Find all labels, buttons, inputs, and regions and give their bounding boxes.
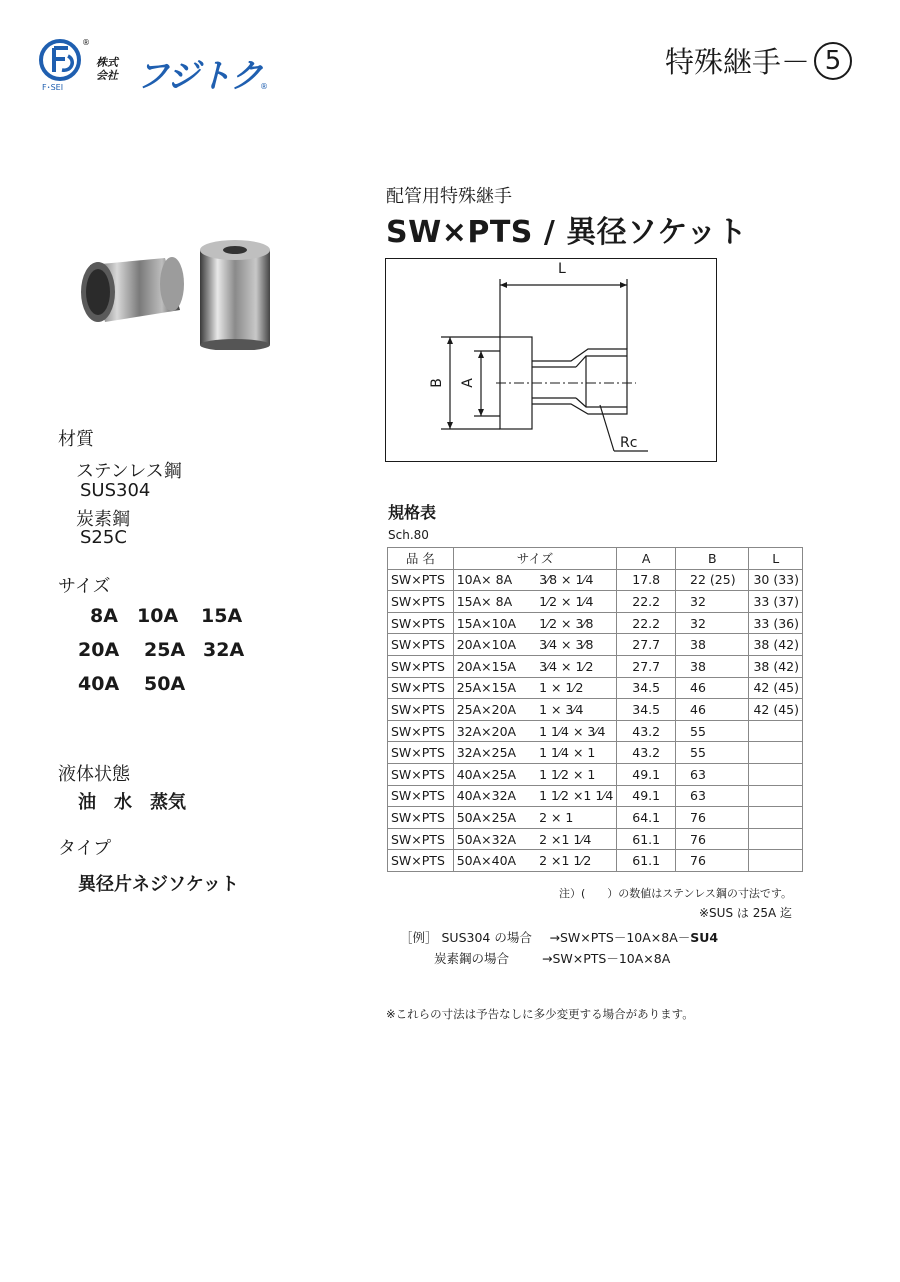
dim-label-B: B [428, 378, 445, 388]
table-row [388, 634, 803, 656]
note-sus-limit: ※SUS は 25A 迄 [699, 906, 792, 920]
cell-size-mm: 32A×20A [453, 720, 529, 742]
size-label: サイズ [58, 576, 111, 597]
cell-size-mm: 25A×15A [453, 677, 529, 699]
cell-name: SW×PTS [388, 655, 454, 677]
cell-b: 76 [676, 807, 749, 829]
cell-size-inch: 1 1⁄4 × 3⁄4 [529, 720, 617, 742]
fitting-drawing [386, 259, 716, 461]
table-row [388, 677, 803, 699]
cell-name: SW×PTS [388, 591, 454, 613]
example-bracket: ［例］ [400, 930, 438, 945]
cell-size-mm: 32A×25A [453, 742, 529, 764]
cell-l: 42 (45) [749, 677, 803, 699]
cell-l [749, 720, 803, 742]
cell-b: 76 [676, 828, 749, 850]
cell-a: 22.2 [617, 591, 676, 613]
cell-a: 61.1 [617, 828, 676, 850]
table-row [388, 742, 803, 764]
material-2: 炭素鋼 [76, 509, 130, 530]
cell-size-mm: 15A× 8A [453, 591, 529, 613]
cell-l [749, 850, 803, 872]
cell-name: SW×PTS [388, 850, 454, 872]
logo-mark-icon [38, 38, 86, 86]
cell-size-inch: 3⁄4 × 3⁄8 [529, 634, 617, 656]
logo-name: フジトク [136, 56, 263, 95]
product-title: SW×PTS / 異径ソケット [386, 215, 748, 250]
cell-b: 63 [676, 763, 749, 785]
type-value: 異径片ネジソケット [78, 874, 239, 895]
cell-size-mm: 20A×10A [453, 634, 529, 656]
material-label: 材質 [58, 429, 94, 450]
cell-size-inch: 3⁄8 × 1⁄4 [529, 569, 617, 591]
table-row [388, 699, 803, 721]
size-item: 10A [137, 605, 179, 627]
cell-size-inch: 2 ×1 1⁄2 [529, 850, 617, 872]
size-item: 20A [78, 639, 120, 661]
size-item: 8A [90, 605, 118, 627]
example-1-code: →SW×PTS－10A×8A－ [549, 930, 691, 945]
cell-a: 49.1 [617, 763, 676, 785]
example-1-label: SUS304 の場合 [441, 930, 532, 945]
cell-size-mm: 40A×32A [453, 785, 529, 807]
cell-l: 33 (36) [749, 612, 803, 634]
schedule-label: Sch.80 [388, 528, 429, 542]
table-row [388, 785, 803, 807]
cell-b: 63 [676, 785, 749, 807]
dimension-diagram [385, 258, 717, 462]
cell-size-inch: 3⁄4 × 1⁄2 [529, 655, 617, 677]
sizes-row-3 [78, 673, 185, 695]
cell-a: 49.1 [617, 785, 676, 807]
cell-name: SW×PTS [388, 699, 454, 721]
table-row [388, 807, 803, 829]
registered-mark: ® [82, 38, 90, 47]
cell-b: 46 [676, 699, 749, 721]
cell-name: SW×PTS [388, 677, 454, 699]
fluid-value: 油 水 蒸気 [78, 792, 186, 813]
fluid-label: 液体状態 [58, 764, 130, 785]
cell-b: 32 [676, 612, 749, 634]
cell-size-mm: 40A×25A [453, 763, 529, 785]
cell-name: SW×PTS [388, 569, 454, 591]
page-number: 5 [814, 42, 852, 80]
cell-l [749, 785, 803, 807]
example-line-1 [400, 928, 718, 946]
cell-size-inch: 1 × 1⁄2 [529, 677, 617, 699]
example-2-code: →SW×PTS－10A×8A [541, 951, 671, 966]
table-header-row [388, 548, 803, 570]
cell-b: 55 [676, 720, 749, 742]
cell-b: 22 (25) [676, 569, 749, 591]
cell-l: 42 (45) [749, 699, 803, 721]
table-row [388, 720, 803, 742]
cell-name: SW×PTS [388, 720, 454, 742]
cell-b: 38 [676, 655, 749, 677]
cell-size-mm: 50A×25A [453, 807, 529, 829]
cell-name: SW×PTS [388, 612, 454, 634]
cell-a: 22.2 [617, 612, 676, 634]
cell-size-inch: 1 1⁄2 × 1 [529, 763, 617, 785]
example-line-2 [434, 949, 670, 967]
table-row [388, 828, 803, 850]
cell-a: 43.2 [617, 720, 676, 742]
size-item: 15A [201, 605, 243, 627]
cell-a: 64.1 [617, 807, 676, 829]
sizes-row-1 [90, 605, 242, 627]
cell-l: 38 (42) [749, 634, 803, 656]
cell-size-mm: 50A×40A [453, 850, 529, 872]
cell-size-inch: 1 × 3⁄4 [529, 699, 617, 721]
dim-label-Rc: Rc [620, 435, 638, 451]
cell-b: 32 [676, 591, 749, 613]
cell-size-mm: 50A×32A [453, 828, 529, 850]
table-row [388, 763, 803, 785]
dim-label-L: L [558, 261, 566, 277]
cell-l [749, 807, 803, 829]
company-logo [38, 38, 278, 98]
note-stainless-dimensions: 注）( ）の数値はステンレス鋼の寸法です。 [558, 887, 792, 900]
cell-b: 76 [676, 850, 749, 872]
table-row [388, 655, 803, 677]
product-photo [70, 230, 280, 350]
cell-size-mm: 20A×15A [453, 655, 529, 677]
product-subtitle: 配管用特殊継手 [386, 186, 512, 207]
cell-name: SW×PTS [388, 807, 454, 829]
example-1-suffix: SU4 [690, 930, 719, 945]
cell-name: SW×PTS [388, 785, 454, 807]
cell-a: 17.8 [617, 569, 676, 591]
sizes-row-2 [78, 639, 244, 661]
cell-b: 55 [676, 742, 749, 764]
col-header-size: サイズ [453, 548, 617, 570]
col-header-name: 品 名 [388, 548, 454, 570]
cell-b: 46 [676, 677, 749, 699]
cell-a: 34.5 [617, 699, 676, 721]
cell-a: 27.7 [617, 634, 676, 656]
cell-size-inch: 2 × 1 [529, 807, 617, 829]
example-2-label: 炭素鋼の場合 [434, 951, 510, 966]
cell-a: 34.5 [617, 677, 676, 699]
spec-table-title: 規格表 [388, 503, 437, 522]
logo-fsei: F･SEI [42, 83, 64, 92]
cell-size-mm: 25A×20A [453, 699, 529, 721]
cell-size-inch: 1 1⁄2 ×1 1⁄4 [529, 785, 617, 807]
col-header-a: A [617, 548, 676, 570]
disclaimer: ※これらの寸法は予告なしに多少変更する場合があります。 [386, 1007, 694, 1021]
size-item: 50A [144, 673, 186, 695]
col-header-l: L [749, 548, 803, 570]
table-row [388, 850, 803, 872]
cell-l: 30 (33) [749, 569, 803, 591]
cell-name: SW×PTS [388, 763, 454, 785]
registered-mark-2: ® [260, 82, 268, 91]
cell-l: 33 (37) [749, 591, 803, 613]
cell-size-mm: 15A×10A [453, 612, 529, 634]
type-label: タイプ [58, 838, 112, 859]
size-item: 25A [144, 639, 186, 661]
cell-l [749, 763, 803, 785]
cell-b: 38 [676, 634, 749, 656]
col-header-b: B [676, 548, 749, 570]
material-1-code: SUS304 [80, 480, 151, 501]
cell-l [749, 828, 803, 850]
logo-company-type: 株式 会社 [96, 56, 118, 82]
cell-name: SW×PTS [388, 742, 454, 764]
dim-label-A: A [459, 378, 476, 388]
size-item: 40A [78, 673, 120, 695]
material-2-code: S25C [80, 527, 127, 548]
cell-size-inch: 1⁄2 × 3⁄8 [529, 612, 617, 634]
cell-l: 38 (42) [749, 655, 803, 677]
cell-size-inch: 2 ×1 1⁄4 [529, 828, 617, 850]
cell-a: 61.1 [617, 850, 676, 872]
cell-size-inch: 1 1⁄4 × 1 [529, 742, 617, 764]
material-1: ステンレス鋼 [76, 461, 182, 482]
page-title [665, 40, 852, 81]
table-row [388, 612, 803, 634]
cell-size-mm: 10A× 8A [453, 569, 529, 591]
table-row [388, 569, 803, 591]
cell-a: 43.2 [617, 742, 676, 764]
size-item: 32A [203, 639, 245, 661]
cell-name: SW×PTS [388, 634, 454, 656]
cell-l [749, 742, 803, 764]
page-title-text: 特殊継手－ [664, 45, 810, 79]
spec-table [387, 547, 803, 872]
table-row [388, 591, 803, 613]
cell-a: 27.7 [617, 655, 676, 677]
cell-size-inch: 1⁄2 × 1⁄4 [529, 591, 617, 613]
cell-name: SW×PTS [388, 828, 454, 850]
